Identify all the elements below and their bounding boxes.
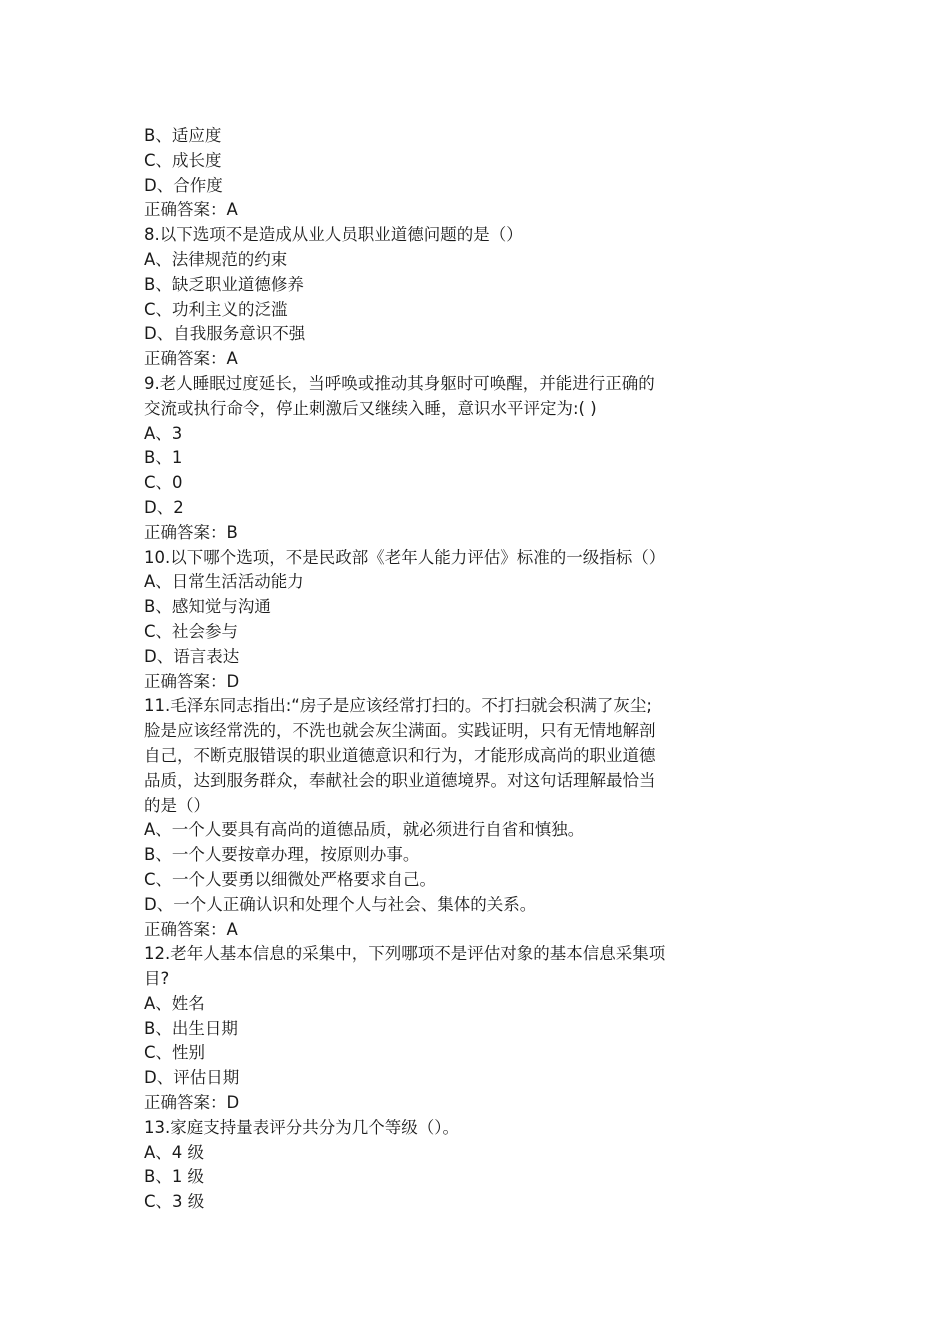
option-c-q12: C、性别 <box>144 1043 206 1063</box>
option-d-q12: D、评估日期 <box>144 1068 240 1088</box>
option-a-q13: A、4 级 <box>144 1142 205 1162</box>
question-9-line-2: 交流或执行命令，停止刺激后又继续入睡，意识水平评定为:( ) <box>144 398 597 418</box>
question-8: 8.以下选项不是造成从业人员职业道德问题的是（） <box>144 225 523 245</box>
option-b-q9: B、1 <box>144 448 183 468</box>
option-c-q10: C、社会参与 <box>144 621 239 641</box>
answer-q8: 正确答案：A <box>144 349 238 369</box>
question-11-line-5: 的是（） <box>144 795 210 815</box>
question-13: 13.家庭支持量表评分共分为几个等级（）。 <box>144 1117 459 1137</box>
option-a-q9: A、3 <box>144 423 183 443</box>
option-b-q12: B、出生日期 <box>144 1018 238 1038</box>
option-d-q9: D、2 <box>144 497 184 517</box>
option-c-q13: C、3 级 <box>144 1192 205 1212</box>
question-10: 10.以下哪个选项，不是民政部《老年人能力评估》标准的一级指标（） <box>144 547 666 567</box>
option-c-q9: C、0 <box>144 473 183 493</box>
answer-q9: 正确答案：B <box>144 522 238 542</box>
question-9-line-1: 9.老人睡眠过度延长，当呼唤或推动其身躯时可唤醒，并能进行正确的 <box>144 373 655 393</box>
option-b-q10: B、感知觉与沟通 <box>144 597 271 617</box>
option-a-q11: A、一个人要具有高尚的道德品质，就必须进行自省和慎独。 <box>144 820 585 840</box>
option-a-q12: A、姓名 <box>144 993 205 1013</box>
question-11-line-2: 脸是应该经常洗的，不洗也就会灰尘满面。实践证明，只有无情地解剖 <box>144 721 656 741</box>
question-text-block <box>144 124 704 1215</box>
option-c-q11: C、一个人要勇以细微处严格要求自己。 <box>144 869 437 889</box>
option-b-q8: B、缺乏职业道德修养 <box>144 274 304 294</box>
question-12-line-2: 目? <box>144 969 170 989</box>
option-d-q7: D、合作度 <box>144 175 223 195</box>
option-d-q11: D、一个人正确认识和处理个人与社会、集体的关系。 <box>144 894 537 914</box>
question-11-line-1: 11.毛泽东同志指出:“房子是应该经常打扫的。不打扫就会积满了灰尘; <box>144 696 652 716</box>
option-c-q7: C、成长度 <box>144 150 222 170</box>
question-11-line-3: 自己，不断克服错误的职业道德意识和行为，才能形成高尚的职业道德 <box>144 745 656 765</box>
answer-q12: 正确答案：D <box>144 1093 240 1113</box>
option-d-q10: D、语言表达 <box>144 646 240 666</box>
question-12-line-1: 12.老年人基本信息的采集中，下列哪项不是评估对象的基本信息采集项 <box>144 944 666 964</box>
option-a-q8: A、法律规范的约束 <box>144 249 288 269</box>
option-d-q8: D、自我服务意识不强 <box>144 324 306 344</box>
option-c-q8: C、功利主义的泛滥 <box>144 299 288 319</box>
question-11-line-4: 品质，达到服务群众，奉献社会的职业道德境界。对这句话理解最恰当 <box>144 770 656 790</box>
option-b-q11: B、一个人要按章办理，按原则办事。 <box>144 845 420 865</box>
option-b-q7: B、适应度 <box>144 126 222 145</box>
option-b-q13: B、1 级 <box>144 1167 205 1187</box>
answer-q11: 正确答案：A <box>144 919 238 939</box>
answer-q10: 正确答案：D <box>144 671 240 691</box>
option-a-q10: A、日常生活活动能力 <box>144 572 304 592</box>
answer-q7: 正确答案：A <box>144 200 238 220</box>
